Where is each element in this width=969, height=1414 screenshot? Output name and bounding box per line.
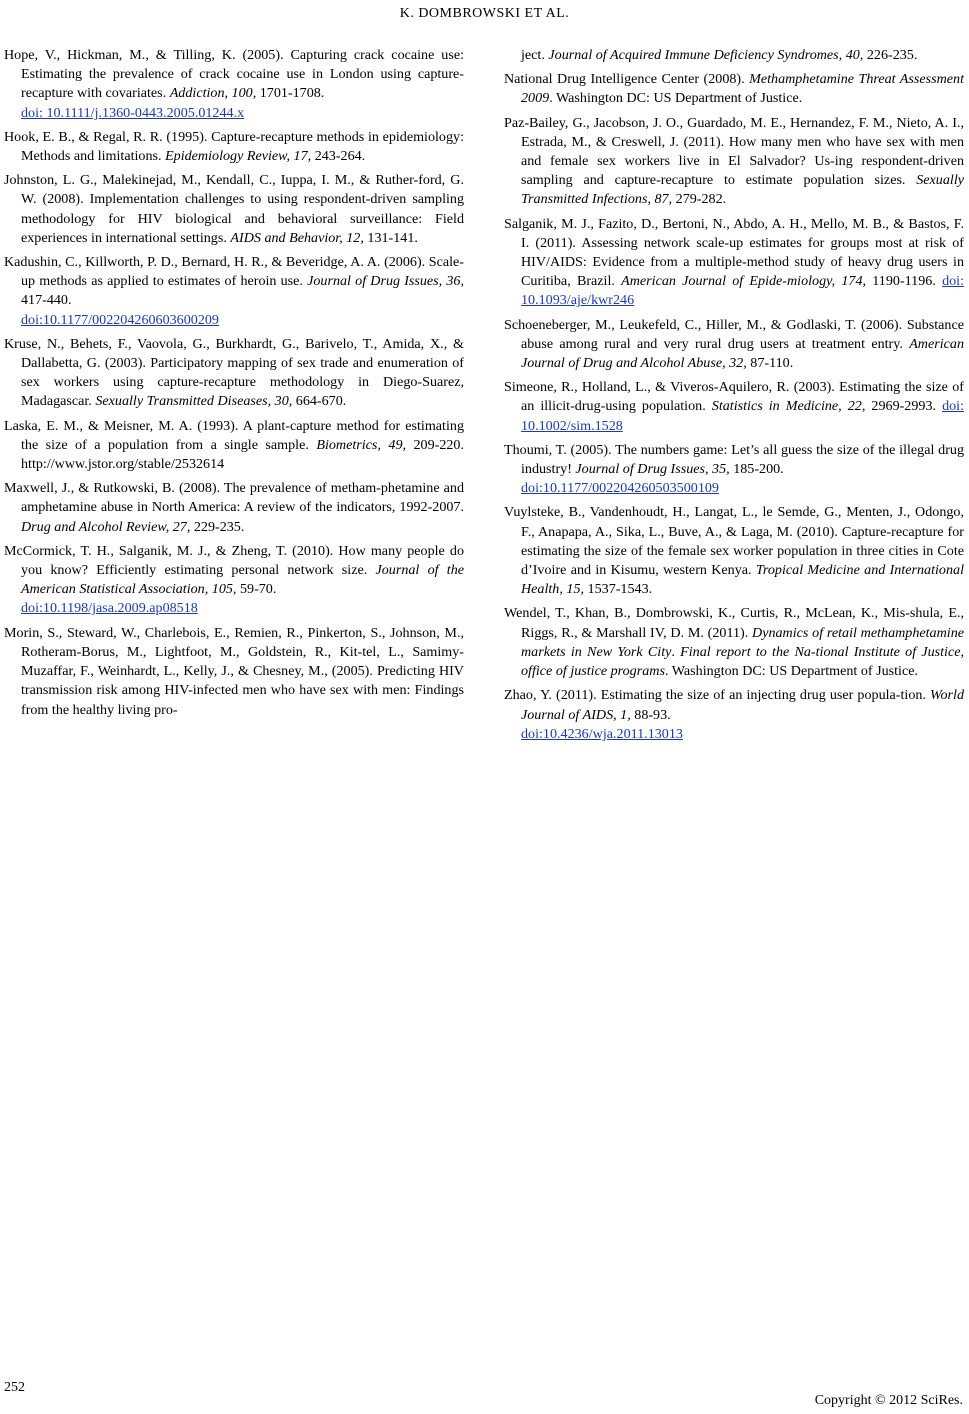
reference-pages: 664-670.: [292, 393, 347, 410]
reference-journal: Sexually Transmitted Diseases, 30,: [95, 393, 293, 410]
reference-pages: 1190-1196.: [866, 273, 943, 290]
reference-text: Paz-Bailey, G., Jacobson, J. O., Guardado, M. E., Hernandez, F. M., Nieto, A. I., Estrada, M., & Creswell, J. (2011). How many men who have sex with men and female sex workers live in El Salvador? Us-ing respondent-driven sampling and capture-recapture to estimate population sizes.: [504, 114, 964, 189]
page-number: 252: [4, 1380, 25, 1395]
reference-pages: 417-440.: [21, 292, 72, 309]
doi-link[interactable]: doi:10.4236/wja.2011.13013: [521, 725, 683, 742]
copyright-notice: Copyright © 2012 SciRes.: [814, 1393, 963, 1408]
doi-link[interactable]: doi:10.1198/jasa.2009.ap08518: [21, 600, 198, 617]
doi-link[interactable]: doi: 10.1002/sim.1528: [521, 398, 965, 434]
reference-text: Laska, E. M., & Meisner, M. A. (1993). A plant-capture method for estimating the size of a population from a single sample.: [4, 417, 464, 453]
reference-pages: 1701-1708.: [256, 85, 325, 102]
reference-pages: 226-235.: [863, 47, 918, 63]
reference-report-title: Final report to the Na-tional Institute of Justice, office of justice programs: [521, 643, 964, 680]
reference-text: Thoumi, T. (2005). The numbers game: Let’s all guess the size of the illegal drug industry!: [504, 441, 964, 478]
reference-journal: Journal of the American Statistical Association, 105,: [21, 562, 465, 598]
reference-pages: 185-200.: [729, 461, 784, 478]
reference-journal: World Journal of AIDS, 1,: [521, 687, 964, 723]
reference-pages: 87-110.: [746, 355, 794, 372]
doi-link[interactable]: doi: 10.1111/j.1360-0443.2005.01244.x: [21, 104, 245, 121]
reference-pages: .: [671, 643, 681, 660]
reference-text: Vuylsteke, B., Vandenhoudt, H., Langat, L., le Semde, G., Menten, J., Odongo, F., Anapapa, A., Sika, L., Buve, A., & Laga, M. (2010). Capture-recapture for estimating the size of the female sex worker population in three cities in Cote d’Ivoire and in Kisumu, western Kenya.: [504, 504, 964, 579]
reference-journal: Journal of Acquired Immune Deficiency Syndromes, 40,: [548, 47, 864, 63]
reference-entry: [4, 253, 464, 330]
reference-pages: 59-70.: [236, 581, 277, 598]
reference-entry: [504, 70, 964, 108]
reference-entry: [4, 417, 464, 475]
reference-entry: [4, 542, 464, 619]
reference-journal: Journal of Drug Issues, 36,: [307, 273, 464, 290]
reference-journal: Statistics in Medicine, 22,: [711, 398, 866, 415]
reference-journal: Biometrics, 49,: [316, 436, 407, 453]
reference-pages: 243-264.: [311, 148, 366, 165]
reference-pages: 229-235.: [190, 518, 245, 535]
reference-text: Johnston, L. G., Malekinejad, M., Kendall, C., Iuppa, I. M., & Ruther-ford, G. W. (2008). Implementation challenges to using respondent-driven sampling methodology for HIV biological and behavioral surveillance: Field experiences in international settings.: [4, 172, 464, 246]
reference-pages: 88-93.: [630, 706, 671, 723]
reference-continuation: [504, 46, 964, 65]
reference-text: Zhao, Y. (2011). Estimating the size of an injecting drug user popula-tion.: [504, 687, 931, 704]
reference-journal: Methamphetamine Threat Assessment 2009: [521, 71, 965, 107]
reference-entry: [4, 128, 464, 166]
reference-pages: 1537-1543.: [584, 581, 653, 598]
reference-entry: [4, 624, 464, 720]
reference-text: Wendel, T., Khan, B., Dombrowski, K., Curtis, R., McLean, K., Mis-shula, E., Riggs, R., & Marshall IV, D. M. (2011).: [504, 605, 964, 641]
reference-pages: 209-220. http://www.jstor.org/stable/2532614: [21, 436, 464, 473]
reference-journal: Tropical Medicine and International Health, 15,: [521, 562, 964, 598]
reference-entry: [504, 114, 964, 210]
reference-journal: Addiction, 100,: [169, 85, 257, 102]
reference-journal: Sexually Transmitted Infections, 87,: [521, 172, 964, 208]
reference-text: Salganik, M. J., Fazito, D., Bertoni, N., Abdo, A. H., Mello, M. B., & Bastos, F. I. (2011). Assessing network scale-up estimates for groups most at risk of HIV/AIDS: Evidence from a multiple-method study of heavy drug users in Curitiba, Brazil.: [504, 215, 964, 290]
reference-entry: [4, 479, 464, 537]
reference-entry: [4, 335, 464, 412]
reference-entry: [504, 686, 964, 744]
doi-link[interactable]: doi:10.1177/002204260503500109: [521, 480, 719, 497]
reference-text: National Drug Intelligence Center (2008).: [504, 71, 750, 88]
reference-text: Kruse, N., Behets, F., Vaovola, G., Burkhardt, G., Barivelo, T., Amida, X., & Dallabetta, G. (2003). Participatory mapping of sex trade and enumeration of sex workers using capture-recapture methodology in Diego-Suarez, Madagascar.: [4, 335, 464, 410]
reference-publisher: . Washington DC: US Department of Justice.: [664, 663, 918, 680]
right-column: [504, 46, 964, 749]
reference-pages: . Washington DC: US Department of Justice.: [549, 90, 803, 107]
reference-journal: American Journal of Drug and Alcohol Abuse, 32,: [521, 335, 964, 372]
reference-text: Morin, S., Steward, W., Charlebois, E., Remien, R., Pinkerton, S., Johnson, M., Rotheram-Borus, M., Lightfoot, M., Goldstein, R., Kit-tel, L., Samimy-Muzaffar, F., Weinhardt, L., Kelly, J., & Chesney, M., (2005). Predicting HIV transmission risk among HIV-infected men who have sex with men: Findings from the healthy living pro-: [4, 624, 464, 718]
reference-text: Hope, V., Hickman, M., & Tilling, K. (2005). Capturing crack cocaine use: Estimating the prevalence of crack cocaine use in London using capture-recapture with covariates.: [4, 47, 464, 102]
reference-journal: Drug and Alcohol Review, 27,: [21, 518, 191, 535]
reference-pages: 131-141.: [363, 229, 418, 246]
reference-text: ject.: [521, 47, 549, 63]
reference-journal: American Journal of Epide-miology, 174,: [621, 273, 867, 290]
reference-journal: Dynamics of retail methamphetamine markets in New York City: [521, 624, 964, 660]
reference-entry: [504, 604, 964, 681]
reference-pages: 2969-2993.: [865, 398, 943, 415]
reference-text: Schoeneberger, M., Leukefeld, C., Hiller, M., & Godlaski, T. (2006). Substance abuse among rural and very rural drug users at treatment entry.: [504, 316, 964, 352]
left-column: [4, 46, 464, 725]
reference-text: Maxwell, J., & Rutkowski, B. (2008). The prevalence of metham-phetamine and amphetamine abuse in North America: A review of the indicators, 1992-2007.: [4, 480, 464, 516]
doi-link[interactable]: doi:10.1177/002204260603600209: [21, 311, 219, 328]
reference-text: McCormick, T. H., Salganik, M. J., & Zheng, T. (2010). How many people do you know? Efficiently estimating personal network size.: [4, 542, 464, 579]
reference-entry: [4, 46, 464, 123]
reference-entry: [4, 171, 464, 248]
reference-text: Kadushin, C., Killworth, P. D., Bernard, H. R., & Beveridge, A. A. (2006). Scale-up methods as applied to estimates of heroin use.: [4, 254, 464, 290]
reference-entry: [504, 316, 964, 374]
reference-journal: AIDS and Behavior, 12,: [230, 229, 364, 246]
reference-entry: [504, 503, 964, 599]
reference-entry: [504, 215, 964, 311]
reference-entry: [504, 378, 964, 436]
doi-link[interactable]: doi: 10.1093/aje/kwr246: [521, 273, 964, 309]
reference-journal: Journal of Drug Issues, 35,: [575, 461, 730, 478]
reference-journal: Epidemiology Review, 17,: [165, 148, 312, 165]
reference-entry: [504, 441, 964, 499]
reference-text: Simeone, R., Holland, L., & Viveros-Aquilero, R. (2003). Estimating the size of an illicit-drug-using population.: [504, 379, 964, 415]
running-head: K. DOMBROWSKI ET AL.: [399, 6, 570, 21]
reference-pages: 279-282.: [672, 191, 727, 208]
reference-text: Hook, E. B., & Regal, R. R. (1995). Capture-recapture methods in epidemiology: Methods and limitations.: [4, 128, 464, 165]
